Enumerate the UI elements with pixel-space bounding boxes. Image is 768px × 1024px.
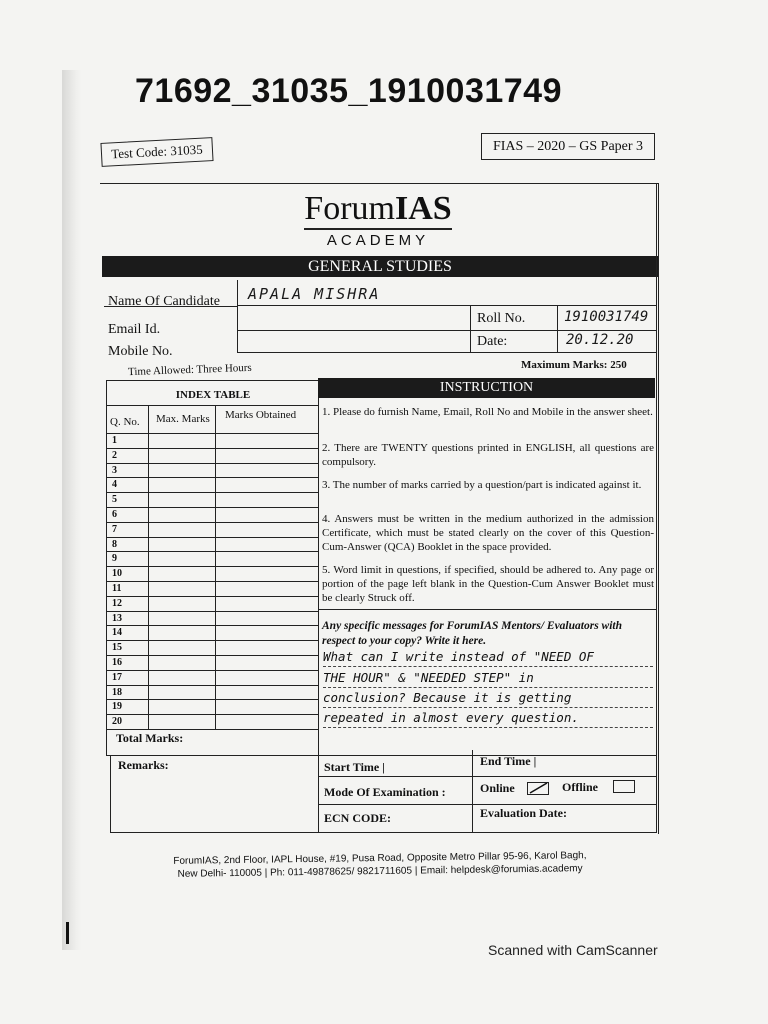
instruction-banner: INSTRUCTION [318, 378, 655, 398]
offline-label: Offline [562, 780, 598, 794]
message-line: repeated in almost every question. [323, 709, 653, 728]
divider [110, 755, 111, 832]
table-row-divider [106, 714, 318, 715]
divider [106, 380, 318, 381]
instruction-1: 1. Please do furnish Name, Email, Roll No and Mobile in the answer sheet. [322, 406, 653, 418]
question-number: 17 [112, 671, 122, 683]
brand-logo [100, 190, 656, 249]
question-number: 18 [112, 686, 122, 698]
table-row-divider [106, 670, 318, 671]
question-number: 12 [112, 597, 122, 609]
question-number: 1 [112, 435, 117, 446]
table-row-divider [106, 507, 318, 508]
question-number: 7 [112, 523, 117, 535]
online-label: Online [480, 781, 515, 795]
divider [106, 433, 318, 434]
col-max-header: Max. Marks [156, 413, 210, 425]
divider [106, 405, 318, 406]
table-row-divider [106, 655, 318, 656]
table-row-divider [106, 640, 318, 641]
table-row-divider [106, 448, 318, 449]
footer-line-2: New Delhi- 110005 | Ph: 011-49878625/ 9821711605 | Email: helpdesk@forumias.academy [177, 863, 583, 880]
max-marks: Maximum Marks: 250 [521, 359, 627, 371]
divider [215, 405, 216, 730]
table-row-divider [106, 463, 318, 464]
mode-label: Mode Of Examination : [324, 785, 446, 799]
total-marks-label: Total Marks: [116, 731, 184, 745]
email-label: Email Id. [108, 322, 161, 337]
question-number: 3 [112, 464, 117, 476]
date-label: Date: [477, 334, 508, 349]
divider [148, 405, 149, 730]
logo-subtitle: ACADEMY [326, 232, 430, 249]
logo-wordmark: ForumIAS [304, 190, 451, 230]
paper-tag-box: FIAS – 2020 – GS Paper 3 [481, 133, 655, 160]
question-number: 14 [112, 627, 122, 639]
message-line: What can I write instead of "NEED OF [323, 648, 653, 667]
end-time-label: End Time | [480, 754, 537, 768]
mobile-label: Mobile No. [108, 344, 173, 359]
divider [104, 306, 237, 307]
candidate-name-value: APALA MISHRA [248, 285, 381, 303]
check-mark-icon [528, 783, 548, 794]
roll-value: 1910031749 [564, 309, 649, 325]
footer-address [150, 849, 610, 881]
divider [110, 832, 656, 833]
divider [237, 280, 238, 352]
offline-checkbox[interactable] [613, 780, 635, 793]
divider [656, 183, 657, 833]
message-line: conclusion? Because it is getting [323, 689, 653, 708]
table-row-divider [106, 685, 318, 686]
question-number: 2 [112, 449, 117, 461]
time-allowed: Time Allowed: Three Hours [127, 361, 252, 379]
question-number: 11 [112, 583, 122, 594]
table-row-divider [106, 596, 318, 597]
roll-label: Roll No. [477, 311, 526, 326]
table-row-divider [106, 551, 318, 552]
index-table-title: INDEX TABLE [175, 389, 251, 401]
question-number: 15 [112, 642, 122, 654]
divider [318, 380, 319, 832]
question-number: 13 [112, 612, 122, 624]
question-number: 6 [112, 509, 117, 520]
table-row-divider [106, 492, 318, 493]
question-number: 5 [112, 494, 117, 506]
evaluation-date-label: Evaluation Date: [480, 806, 567, 820]
binder-mark [66, 922, 69, 944]
name-label: Name Of Candidate [108, 294, 220, 309]
question-number: 8 [112, 538, 117, 550]
scan-shadow [62, 70, 82, 950]
camscanner-watermark: Scanned with CamScanner [488, 942, 658, 958]
col-obtained-header: Marks Obtained [225, 409, 297, 421]
divider [318, 804, 656, 805]
table-row-divider [106, 581, 318, 582]
form-frame [100, 183, 659, 834]
ecn-label: ECN CODE: [324, 811, 392, 825]
instruction-3: 3. The number of marks carried by a question/part is indicated against it. [322, 479, 642, 491]
message-prompt: Any specific messages for ForumIAS Mentors/ Evaluators with respect to your copy? Write it here. [322, 620, 622, 647]
divider [470, 305, 471, 352]
table-row-divider [106, 537, 318, 538]
question-number: 20 [112, 716, 122, 728]
date-value: 20.12.20 [566, 332, 634, 348]
test-code-box: Test Code: 31035 [100, 137, 213, 167]
divider [472, 750, 473, 832]
question-number: 9 [112, 553, 117, 565]
divider [318, 609, 656, 610]
instruction-5: 5. Word limit in questions, if specified, should be adhered to. Any page or portion of the page left blank in the Question-Cum Answer Booklet must be clearly Struck off. [322, 564, 654, 604]
question-number: 4 [112, 479, 117, 491]
table-row-divider [106, 729, 318, 730]
document-id: 71692_31035_1910031749 [135, 72, 563, 110]
remarks-label: Remarks: [118, 758, 169, 772]
start-time-label: Start Time | [324, 760, 385, 774]
footer-line-1: ForumIAS, 2nd Floor, IAPL House, #19, Pusa Road, Opposite Metro Pillar 95-96, Karol Bagh, [173, 850, 587, 867]
section-banner: GENERAL STUDIES [102, 256, 658, 277]
divider [557, 305, 558, 352]
divider [237, 330, 657, 331]
divider [237, 352, 657, 353]
table-row-divider [106, 522, 318, 523]
col-q-header: Q. No. [110, 416, 140, 428]
question-number: 16 [112, 657, 122, 668]
table-row-divider [106, 699, 318, 700]
table-row-divider [106, 566, 318, 567]
question-number: 10 [112, 568, 122, 580]
question-number: 19 [112, 701, 122, 713]
table-row-divider [106, 625, 318, 626]
divider [106, 755, 656, 756]
instruction-2: 2. There are TWENTY questions printed in ENGLISH, all questions are compulsory. [322, 442, 654, 468]
divider [237, 305, 657, 306]
table-row-divider [106, 611, 318, 612]
message-line: THE HOUR" & "NEEDED STEP" in [323, 669, 653, 688]
online-checkbox[interactable] [527, 782, 549, 795]
divider [318, 776, 656, 777]
instruction-4: 4. Answers must be written in the medium authorized in the admission Certificate, which must be stated clearly on the cover of this Question-Cum-Answer (QCA) Booklet in the space provided. [322, 513, 654, 553]
table-row-divider [106, 477, 318, 478]
